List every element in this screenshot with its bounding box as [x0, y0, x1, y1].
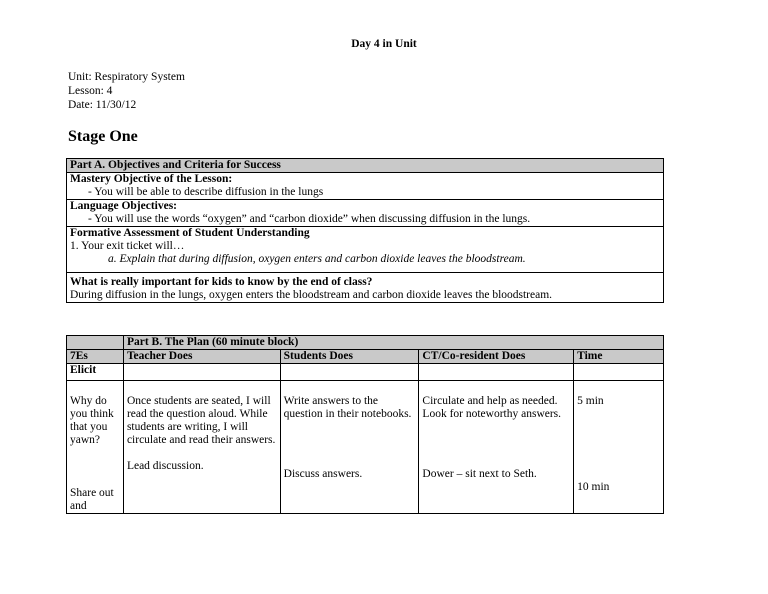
- mastery-item: - You will be able to describe diffusion in the lungs: [88, 186, 324, 198]
- row2-ct-text: Dower – sit next to Seth.: [422, 468, 537, 480]
- empty-cell: [123, 364, 280, 381]
- col-header-students: Students Does: [280, 350, 419, 364]
- plan-table: [66, 335, 664, 514]
- formative-cell: [67, 227, 664, 273]
- empty-cell: [280, 364, 419, 381]
- row1-students: [280, 381, 419, 514]
- row1-ct: [419, 381, 574, 514]
- mastery-label: Mastery Objective of the Lesson:: [70, 173, 233, 185]
- row1-students-text: Write answers to the question in their notebooks.: [283, 395, 412, 420]
- document-title: Day 4 in Unit: [351, 38, 417, 50]
- row2-es-text: Share out and: [70, 487, 114, 512]
- formative-sub: a. Explain that during diffusion, oxygen enters and carbon dioxide leaves the bloodstream.: [108, 253, 526, 265]
- formative-label: Formative Assessment of Student Understanding: [70, 227, 310, 239]
- stage-heading: Stage One: [68, 128, 138, 145]
- row1-teacher: [123, 381, 280, 514]
- row1-es-text: Why do you think that you yawn?: [70, 395, 114, 446]
- table-row: [67, 381, 664, 514]
- row2-time-text: 10 min: [577, 481, 610, 493]
- lesson-line: Lesson: 4: [68, 85, 113, 97]
- row2-students-text: Discuss answers.: [283, 468, 363, 480]
- date-line: Date: 11/30/12: [68, 99, 137, 111]
- col-header-7es: 7Es: [67, 350, 124, 364]
- lesson-meta: [68, 70, 185, 112]
- row1-teacher-text: Once students are seated, I will read the question aloud. While students are writing, I will circulate and read their answers.: [126, 395, 276, 446]
- unit-line: Unit: Respiratory System: [68, 71, 185, 83]
- plan-header-blank: [67, 336, 124, 350]
- phase-elicit: Elicit: [67, 364, 124, 381]
- col-header-ct: CT/Co-resident Does: [419, 350, 574, 364]
- important-label: What is really important for kids to know by the end of class?: [70, 276, 373, 288]
- col-header-time: Time: [574, 350, 664, 364]
- row1-es: [67, 381, 124, 514]
- part-a-header: Part A. Objectives and Criteria for Success: [67, 159, 664, 173]
- mastery-cell: [67, 173, 664, 200]
- formative-item: 1. Your exit ticket will…: [70, 240, 185, 252]
- col-header-teacher: Teacher Does: [123, 350, 280, 364]
- language-item: - You will use the words “oxygen” and “carbon dioxide” when discussing diffusion in the lungs.: [88, 213, 531, 225]
- language-label: Language Objectives:: [70, 200, 178, 212]
- row1-ct-text: Circulate and help as needed. Look for noteworthy answers.: [422, 395, 562, 420]
- row2-teacher-text: Lead discussion.: [126, 460, 204, 472]
- language-cell: [67, 200, 664, 227]
- objectives-table: [66, 158, 664, 303]
- empty-cell: [574, 364, 664, 381]
- part-b-header: Part B. The Plan (60 minute block): [123, 336, 663, 350]
- important-text: During diffusion in the lungs, oxygen enters the bloodstream and carbon dioxide leaves the bloodstream.: [70, 289, 553, 301]
- important-cell: [67, 273, 664, 303]
- row1-time: [574, 381, 664, 514]
- row1-time-text: 5 min: [577, 395, 604, 407]
- empty-cell: [419, 364, 574, 381]
